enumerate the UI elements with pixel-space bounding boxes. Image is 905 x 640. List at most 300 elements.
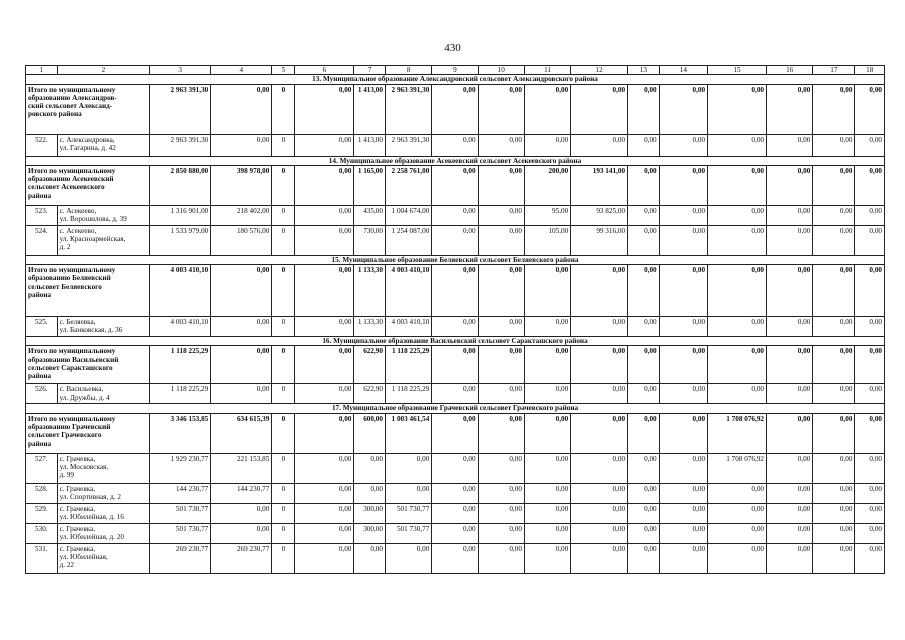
column-header: 5	[272, 66, 295, 75]
value-cell: 0,00	[659, 384, 707, 404]
section-title: 16. Муниципальное образование Васильевский сельсовет Саракташского района	[26, 337, 885, 346]
column-header: 3	[150, 66, 211, 75]
value-cell: 0,00	[813, 384, 855, 404]
total-label-line: района	[28, 191, 52, 200]
value-cell: 0,00	[659, 503, 707, 523]
column-header: 15	[708, 66, 767, 75]
value-cell: 0,00	[478, 346, 524, 384]
value-cell: 0,00	[295, 346, 354, 384]
table-row	[26, 317, 885, 337]
value-cell: 0,00	[571, 543, 628, 573]
value-cell: 0,00	[524, 453, 570, 483]
column-header: 1	[26, 66, 58, 75]
value-cell: 0,00	[659, 523, 707, 543]
value-cell: 0,00	[708, 225, 767, 255]
table-row	[26, 503, 885, 523]
value-cell: 0,00	[767, 384, 813, 404]
value-cell: 221 153,85	[211, 453, 272, 483]
row-number: 522.	[26, 134, 58, 156]
address-line: с. Васильевка,	[59, 385, 104, 394]
value-cell: 0,00	[524, 543, 570, 573]
value-cell: 1 533 979,00	[150, 225, 211, 255]
value-cell: 0,00	[767, 543, 813, 573]
table-row	[26, 384, 885, 404]
value-cell: 300,00	[354, 503, 386, 523]
value-cell: 0	[272, 225, 295, 255]
address-cell	[57, 225, 150, 255]
value-cell: 1 003 461,54	[385, 413, 431, 453]
value-cell: 0,00	[628, 483, 660, 503]
value-cell: 1 254 087,00	[385, 225, 431, 255]
table-row	[26, 453, 885, 483]
value-cell: 0,00	[628, 205, 660, 225]
value-cell: 0,00	[295, 413, 354, 453]
value-cell: 0,00	[432, 317, 478, 337]
value-cell: 93 825,00	[571, 205, 628, 225]
value-cell: 0,00	[855, 453, 885, 483]
table-body	[26, 66, 885, 574]
value-cell: 0,00	[813, 523, 855, 543]
total-label	[26, 84, 150, 134]
value-cell: 0,00	[813, 483, 855, 503]
value-cell: 1 708 076,92	[708, 453, 767, 483]
column-header: 13	[628, 66, 660, 75]
section-title-row	[26, 75, 885, 84]
value-cell: 0,00	[478, 543, 524, 573]
value-cell: 1 165,00	[354, 165, 386, 205]
value-cell: 0,00	[432, 453, 478, 483]
value-cell: 0,00	[295, 503, 354, 523]
value-cell: 0,00	[767, 84, 813, 134]
value-cell: 0,00	[295, 165, 354, 205]
value-cell: 0,00	[478, 205, 524, 225]
address-cell	[57, 483, 150, 503]
value-cell: 1 118 225,29	[150, 384, 211, 404]
value-cell: 0	[272, 453, 295, 483]
value-cell: 0,00	[767, 453, 813, 483]
value-cell: 0,00	[708, 134, 767, 156]
value-cell: 0,00	[524, 84, 570, 134]
value-cell: 0,00	[767, 134, 813, 156]
value-cell: 0,00	[385, 543, 431, 573]
value-cell: 0,00	[855, 225, 885, 255]
value-cell: 1 413,00	[354, 134, 386, 156]
value-cell: 0	[272, 413, 295, 453]
value-cell: 0,00	[855, 165, 885, 205]
total-label-line: сельсовет Саракташского	[28, 363, 113, 372]
address-line: ул. Московская,	[59, 462, 109, 471]
value-cell: 4 003 410,10	[385, 265, 431, 317]
value-cell: 0	[272, 165, 295, 205]
value-cell: 0,00	[659, 413, 707, 453]
value-cell: 0,00	[628, 165, 660, 205]
total-label-line: Итого по муниципальному	[28, 166, 116, 175]
value-cell: 0,00	[628, 523, 660, 543]
value-cell: 0,00	[385, 453, 431, 483]
header-row	[26, 66, 885, 75]
value-cell: 0,00	[659, 346, 707, 384]
value-cell: 0,00	[211, 503, 272, 523]
value-cell: 501 730,77	[385, 503, 431, 523]
address-cell	[57, 384, 150, 404]
value-cell: 0,00	[524, 346, 570, 384]
value-cell: 0,00	[211, 134, 272, 156]
total-label-line: образованию Александров-	[28, 93, 117, 102]
value-cell: 0,00	[813, 413, 855, 453]
value-cell: 0,00	[432, 225, 478, 255]
value-cell: 0,00	[813, 265, 855, 317]
section-title-row	[26, 255, 885, 264]
value-cell: 0,00	[478, 483, 524, 503]
value-cell: 0,00	[708, 523, 767, 543]
value-cell: 0,00	[432, 483, 478, 503]
address-line: ул. Гагарина, д. 42	[59, 143, 116, 152]
address-cell	[57, 205, 150, 225]
value-cell: 0,00	[571, 413, 628, 453]
value-cell: 0,00	[295, 317, 354, 337]
address-line: с. Асекеево,	[59, 226, 97, 235]
value-cell: 0,00	[767, 413, 813, 453]
value-cell: 0,00	[524, 265, 570, 317]
value-cell: 0	[272, 84, 295, 134]
address-line: ул. Юбилейная, д. 16	[59, 512, 124, 521]
total-row	[26, 165, 885, 205]
value-cell: 0,00	[813, 134, 855, 156]
value-cell: 0,00	[855, 265, 885, 317]
table-row	[26, 134, 885, 156]
value-cell: 200,00	[524, 165, 570, 205]
value-cell: 622,90	[354, 346, 386, 384]
value-cell: 0,00	[478, 225, 524, 255]
address-line: ул. Дружбы, д. 4	[59, 393, 110, 402]
address-line: ул. Юбилейная, д. 20	[59, 532, 124, 541]
address-cell	[57, 503, 150, 523]
value-cell: 0,00	[571, 523, 628, 543]
value-cell: 0,00	[767, 225, 813, 255]
address-cell	[57, 453, 150, 483]
column-header: 9	[432, 66, 478, 75]
value-cell: 0,00	[524, 317, 570, 337]
value-cell: 0,00	[432, 165, 478, 205]
row-number: 528.	[26, 483, 58, 503]
value-cell: 0,00	[708, 483, 767, 503]
value-cell: 0	[272, 205, 295, 225]
address-line: с. Грачевка,	[59, 544, 96, 553]
value-cell: 4 003 410,10	[150, 317, 211, 337]
total-row	[26, 346, 885, 384]
total-label-line: Итого по муниципальному	[28, 85, 116, 94]
column-header: 16	[767, 66, 813, 75]
column-header: 6	[295, 66, 354, 75]
value-cell: 1 118 225,29	[150, 346, 211, 384]
value-cell: 0,00	[524, 134, 570, 156]
value-cell: 300,00	[354, 523, 386, 543]
total-label	[26, 265, 150, 317]
value-cell: 0,00	[478, 165, 524, 205]
value-cell: 0,00	[708, 165, 767, 205]
value-cell: 0,00	[708, 543, 767, 573]
value-cell: 0,00	[813, 165, 855, 205]
value-cell: 0,00	[708, 265, 767, 317]
value-cell: 0,00	[855, 317, 885, 337]
value-cell: 0,00	[432, 84, 478, 134]
value-cell: 0,00	[571, 317, 628, 337]
value-cell: 0	[272, 265, 295, 317]
value-cell: 0,00	[432, 205, 478, 225]
value-cell: 0,00	[295, 384, 354, 404]
value-cell: 0,00	[432, 543, 478, 573]
value-cell: 0,00	[571, 384, 628, 404]
value-cell: 0,00	[478, 317, 524, 337]
value-cell: 730,00	[354, 225, 386, 255]
value-cell: 0,00	[767, 317, 813, 337]
total-label-line: сельсовет Асекеевского	[28, 183, 105, 192]
column-header: 8	[385, 66, 431, 75]
value-cell: 0,00	[628, 384, 660, 404]
table-row	[26, 523, 885, 543]
value-cell: 0,00	[295, 265, 354, 317]
value-cell: 0,00	[354, 453, 386, 483]
value-cell: 0,00	[628, 265, 660, 317]
value-cell: 0,00	[354, 483, 386, 503]
value-cell: 435,00	[354, 205, 386, 225]
value-cell: 269 230,77	[150, 543, 211, 573]
value-cell: 0,00	[855, 413, 885, 453]
value-cell: 0,00	[659, 84, 707, 134]
value-cell: 0,00	[524, 483, 570, 503]
value-cell: 3 346 153,85	[150, 413, 211, 453]
total-row	[26, 265, 885, 317]
value-cell: 0,00	[432, 503, 478, 523]
total-label-line: образованию Васильевский	[28, 355, 119, 364]
value-cell: 0,00	[385, 483, 431, 503]
value-cell: 1 118 225,29	[385, 346, 431, 384]
value-cell: 0,00	[708, 346, 767, 384]
value-cell: 0,00	[432, 413, 478, 453]
address-line: с. Грачевка,	[59, 454, 96, 463]
value-cell: 622,90	[354, 384, 386, 404]
value-cell: 0,00	[659, 165, 707, 205]
address-cell	[57, 317, 150, 337]
value-cell: 4 003 410,10	[150, 265, 211, 317]
value-cell: 0,00	[659, 134, 707, 156]
value-cell: 0,00	[767, 265, 813, 317]
value-cell: 2 963 391,30	[150, 134, 211, 156]
row-number: 524.	[26, 225, 58, 255]
value-cell: 0	[272, 317, 295, 337]
value-cell: 0,00	[524, 523, 570, 543]
total-label-line: сельсовет Беляевского	[28, 282, 102, 291]
value-cell: 0,00	[659, 205, 707, 225]
value-cell: 4 003 410,10	[385, 317, 431, 337]
address-line: д. 22	[59, 561, 75, 570]
value-cell: 218 402,00	[211, 205, 272, 225]
section-title: 14. Муниципальное образование Асекеевский сельсовет Асекеевского района	[26, 156, 885, 165]
value-cell: 0,00	[211, 317, 272, 337]
column-header: 18	[855, 66, 885, 75]
row-number: 526.	[26, 384, 58, 404]
value-cell: 0,00	[628, 503, 660, 523]
value-cell: 0,00	[432, 346, 478, 384]
row-number: 525.	[26, 317, 58, 337]
value-cell: 0,00	[524, 503, 570, 523]
row-number: 527.	[26, 453, 58, 483]
value-cell: 0,00	[813, 225, 855, 255]
value-cell: 1 413,00	[354, 84, 386, 134]
table-row	[26, 543, 885, 573]
value-cell: 0,00	[478, 134, 524, 156]
value-cell: 0,00	[813, 346, 855, 384]
value-cell: 634 615,39	[211, 413, 272, 453]
value-cell: 0,00	[855, 346, 885, 384]
value-cell: 0,00	[211, 523, 272, 543]
address-line: с. Беляевка,	[59, 318, 96, 327]
value-cell: 0,00	[813, 453, 855, 483]
value-cell: 0,00	[855, 134, 885, 156]
value-cell: 0,00	[767, 205, 813, 225]
total-label-line: образованию Асекеевский	[28, 175, 114, 184]
column-header: 7	[354, 66, 386, 75]
value-cell: 1 929 230,77	[150, 453, 211, 483]
address-line: ул. Спортивная, д. 2	[59, 492, 121, 501]
row-number: 531.	[26, 543, 58, 573]
page-number: 430	[444, 42, 461, 54]
value-cell: 105,00	[524, 225, 570, 255]
value-cell: 0,00	[628, 225, 660, 255]
value-cell: 0,00	[767, 523, 813, 543]
value-cell: 0,00	[767, 483, 813, 503]
value-cell: 0,00	[524, 413, 570, 453]
value-cell: 144 230,77	[150, 483, 211, 503]
value-cell: 0,00	[432, 384, 478, 404]
value-cell: 0,00	[211, 346, 272, 384]
value-cell: 1 708 076,92	[708, 413, 767, 453]
value-cell: 0,00	[432, 134, 478, 156]
value-cell: 144 230,77	[211, 483, 272, 503]
value-cell: 0,00	[855, 84, 885, 134]
value-cell: 0,00	[855, 543, 885, 573]
value-cell: 0,00	[571, 84, 628, 134]
total-label-line: образованию Грачевский	[28, 422, 111, 431]
value-cell: 0,00	[628, 134, 660, 156]
value-cell: 0,00	[628, 317, 660, 337]
address-line: с. Асекеево,	[59, 206, 97, 215]
value-cell: 0,00	[295, 543, 354, 573]
value-cell: 2 963 391,30	[385, 84, 431, 134]
value-cell: 0,00	[478, 523, 524, 543]
value-cell: 99 316,00	[571, 225, 628, 255]
column-header: 17	[813, 66, 855, 75]
value-cell: 0,00	[628, 346, 660, 384]
value-cell: 0,00	[708, 84, 767, 134]
total-row	[26, 413, 885, 453]
value-cell: 0,00	[571, 134, 628, 156]
total-row	[26, 84, 885, 134]
value-cell: 0,00	[295, 84, 354, 134]
total-label-line: Итого по муниципальному	[28, 347, 116, 356]
value-cell: 193 141,00	[571, 165, 628, 205]
total-label	[26, 346, 150, 384]
value-cell: 2 258 761,00	[385, 165, 431, 205]
value-cell: 0,00	[813, 543, 855, 573]
total-label-line: ский сельсовет Александ-	[28, 102, 113, 111]
total-label	[26, 165, 150, 205]
value-cell: 0,00	[659, 543, 707, 573]
value-cell: 0,00	[571, 265, 628, 317]
value-cell: 0	[272, 483, 295, 503]
column-header: 2	[57, 66, 150, 75]
value-cell: 0,00	[708, 205, 767, 225]
value-cell: 0,00	[628, 84, 660, 134]
total-label-line: сельсовет Грачевского	[28, 431, 102, 440]
value-cell: 0,00	[295, 205, 354, 225]
total-label-line: Итого по муниципальному	[28, 266, 116, 275]
section-title-row	[26, 156, 885, 165]
total-label-line: Итого по муниципальному	[28, 414, 116, 423]
value-cell: 2 963 391,30	[150, 84, 211, 134]
value-cell: 0,00	[432, 265, 478, 317]
section-title: 15. Муниципальное образование Беляевский сельсовет Беляевского района	[26, 255, 885, 264]
value-cell: 0	[272, 346, 295, 384]
value-cell: 0,00	[855, 503, 885, 523]
value-cell: 0,00	[855, 523, 885, 543]
value-cell: 398 978,00	[211, 165, 272, 205]
value-cell: 0,00	[295, 225, 354, 255]
value-cell: 0,00	[659, 453, 707, 483]
address-line: д. 99	[59, 471, 75, 480]
value-cell: 0,00	[295, 483, 354, 503]
value-cell: 1 004 674,00	[385, 205, 431, 225]
section-title: 13. Муниципальное образование Александровский сельсовет Александровского района	[26, 75, 885, 84]
table-row	[26, 205, 885, 225]
value-cell: 0,00	[478, 413, 524, 453]
value-cell: 0,00	[767, 346, 813, 384]
address-line: с. Грачевка,	[59, 524, 96, 533]
address-line: д. 2	[59, 243, 71, 252]
section-title-row	[26, 337, 885, 346]
value-cell: 2 963 391,30	[385, 134, 431, 156]
value-cell: 95,00	[524, 205, 570, 225]
value-cell: 1 316 901,00	[150, 205, 211, 225]
value-cell: 0,00	[478, 503, 524, 523]
row-number: 530.	[26, 523, 58, 543]
value-cell: 0	[272, 523, 295, 543]
address-cell	[57, 134, 150, 156]
data-table	[25, 65, 885, 574]
value-cell: 0	[272, 384, 295, 404]
column-header: 11	[524, 66, 570, 75]
total-label-line: района	[28, 372, 52, 381]
value-cell: 0,00	[295, 134, 354, 156]
address-cell	[57, 543, 150, 573]
value-cell: 0,00	[571, 346, 628, 384]
value-cell: 0,00	[813, 84, 855, 134]
address-line: ул. Банковская, д. 36	[59, 326, 123, 335]
value-cell: 0,00	[295, 523, 354, 543]
address-line: ул. Юбилейная,	[59, 552, 108, 561]
address-line: с. Грачевка,	[59, 484, 96, 493]
value-cell: 0,00	[659, 317, 707, 337]
value-cell: 0,00	[571, 503, 628, 523]
value-cell: 0,00	[571, 483, 628, 503]
address-cell	[57, 523, 150, 543]
value-cell: 0,00	[855, 483, 885, 503]
value-cell: 1 118 225,29	[385, 384, 431, 404]
value-cell: 0,00	[571, 453, 628, 483]
value-cell: 0,00	[211, 384, 272, 404]
total-label-line: района	[28, 439, 52, 448]
section-title-row	[26, 404, 885, 413]
